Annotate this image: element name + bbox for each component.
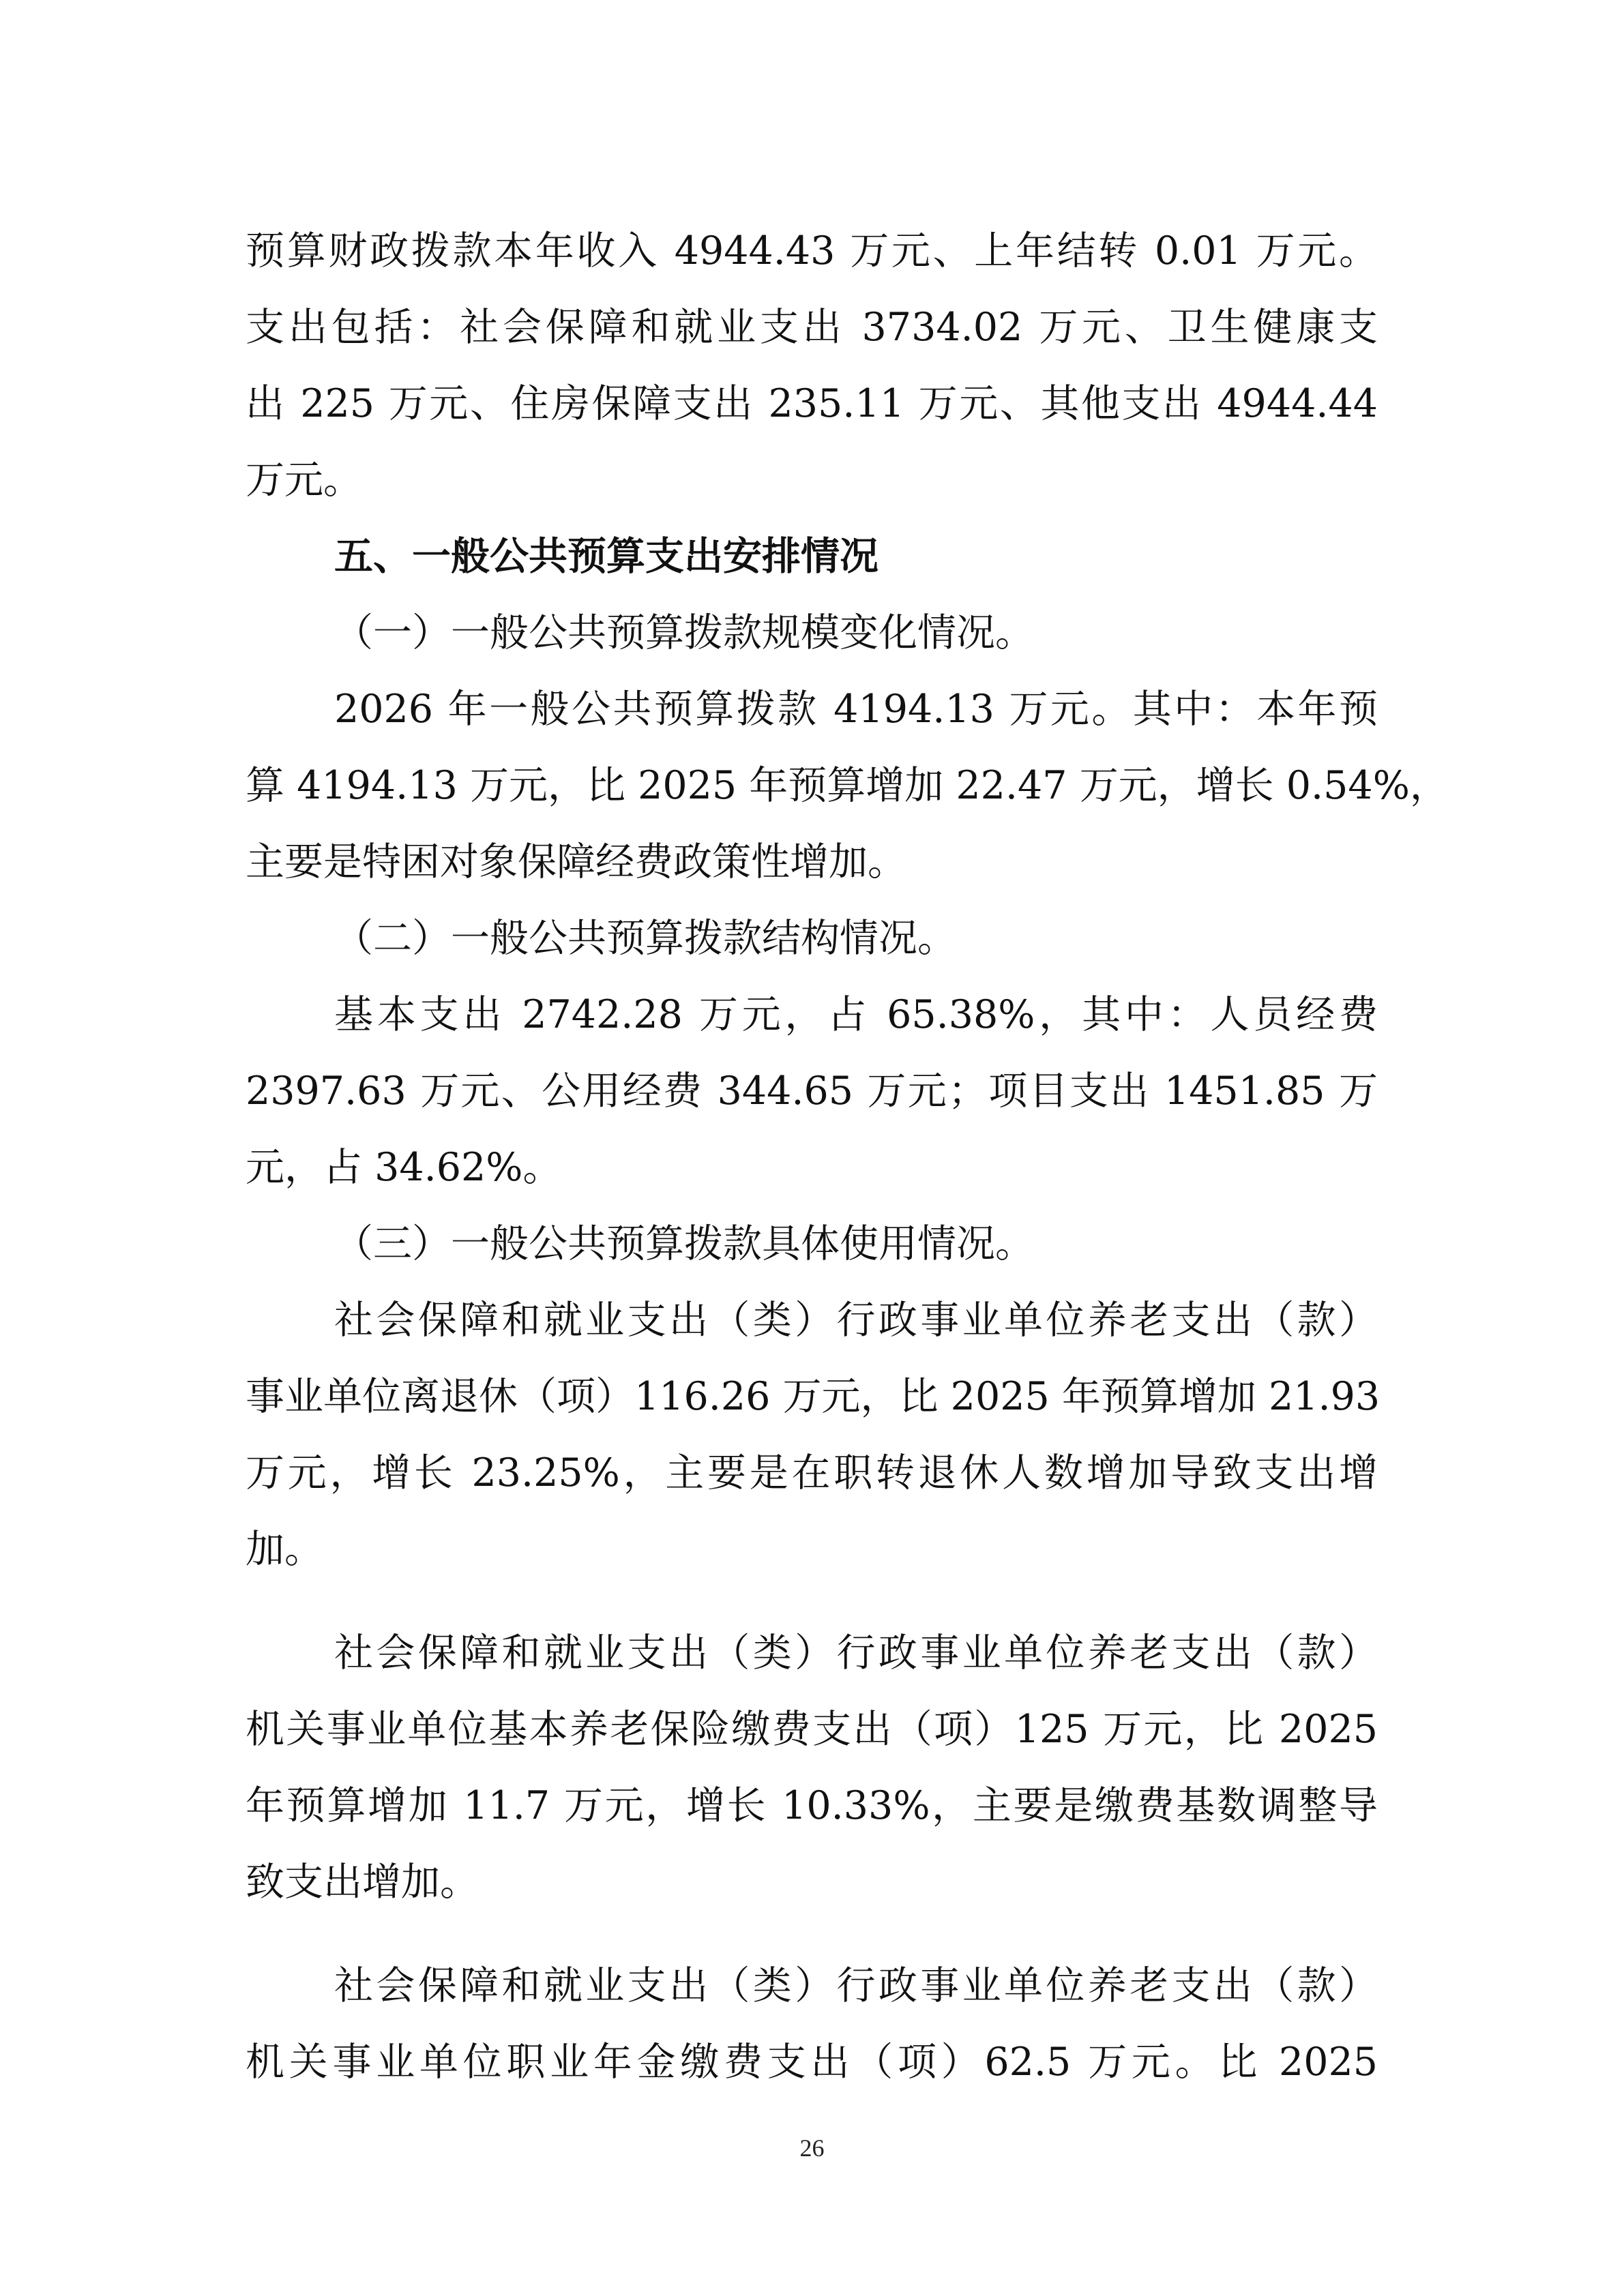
body-line: 预算财政拨款本年收入 4944.43 万元、上年结转 0.01 万元。 (246, 228, 1378, 273)
body-line: 支出包括：社会保障和就业支出 3734.02 万元、卫生健康支 (246, 305, 1378, 350)
body-line: 万元，增长 23.25%，主要是在职转退休人数增加导致支出增 (246, 1450, 1378, 1495)
body-line: 出 225 万元、住房保障支出 235.11 万元、其他支出 4944.44 (246, 381, 1378, 426)
body-line: 算 4194.13 万元，比 2025 年预算增加 22.47 万元，增长 0.54%， (246, 763, 1449, 808)
body-line: 2397.63 万元、公用经费 344.65 万元；项目支出 1451.85 万 (246, 1069, 1378, 1114)
subsection-heading: （一）一般公共预算拨款规模变化情况。 (334, 610, 1034, 655)
body-line: 机关事业单位基本养老保险缴费支出（项）125 万元，比 2025 (246, 1707, 1378, 1752)
subsection-heading: （二）一般公共预算拨款结构情况。 (334, 916, 956, 961)
body-line: 致支出增加。 (246, 1860, 479, 1905)
body-line: 万元。 (246, 458, 362, 503)
body-line: 元，占 34.62%。 (246, 1145, 562, 1190)
section-heading: 五、一般公共预算支出安排情况 (334, 534, 879, 579)
body-line: 加。 (246, 1527, 323, 1572)
body-line: 年预算增加 11.7 万元，增长 10.33%，主要是缴费基数调整导 (246, 1783, 1378, 1828)
paragraph-first-line: 社会保障和就业支出（类）行政事业单位养老支出（款） (334, 1963, 1378, 2008)
paragraph-first-line: 社会保障和就业支出（类）行政事业单位养老支出（款） (334, 1630, 1378, 1675)
subsection-heading: （三）一般公共预算拨款具体使用情况。 (334, 1221, 1034, 1266)
page-number: 26 (799, 2134, 825, 2162)
body-line: 事业单位离退休（项）116.26 万元，比 2025 年预算增加 21.93 (246, 1374, 1381, 1419)
paragraph-first-line: 社会保障和就业支出（类）行政事业单位养老支出（款） (334, 1298, 1378, 1343)
paragraph-first-line: 2026 年一般公共预算拨款 4194.13 万元。其中：本年预 (334, 687, 1378, 732)
body-line: 主要是特困对象保障经费政策性增加。 (246, 839, 906, 884)
paragraph-first-line: 基本支出 2742.28 万元，占 65.38%，其中：人员经费 (334, 992, 1378, 1037)
body-line: 机关事业单位职业年金缴费支出（项）62.5 万元。比 2025 (246, 2040, 1378, 2085)
